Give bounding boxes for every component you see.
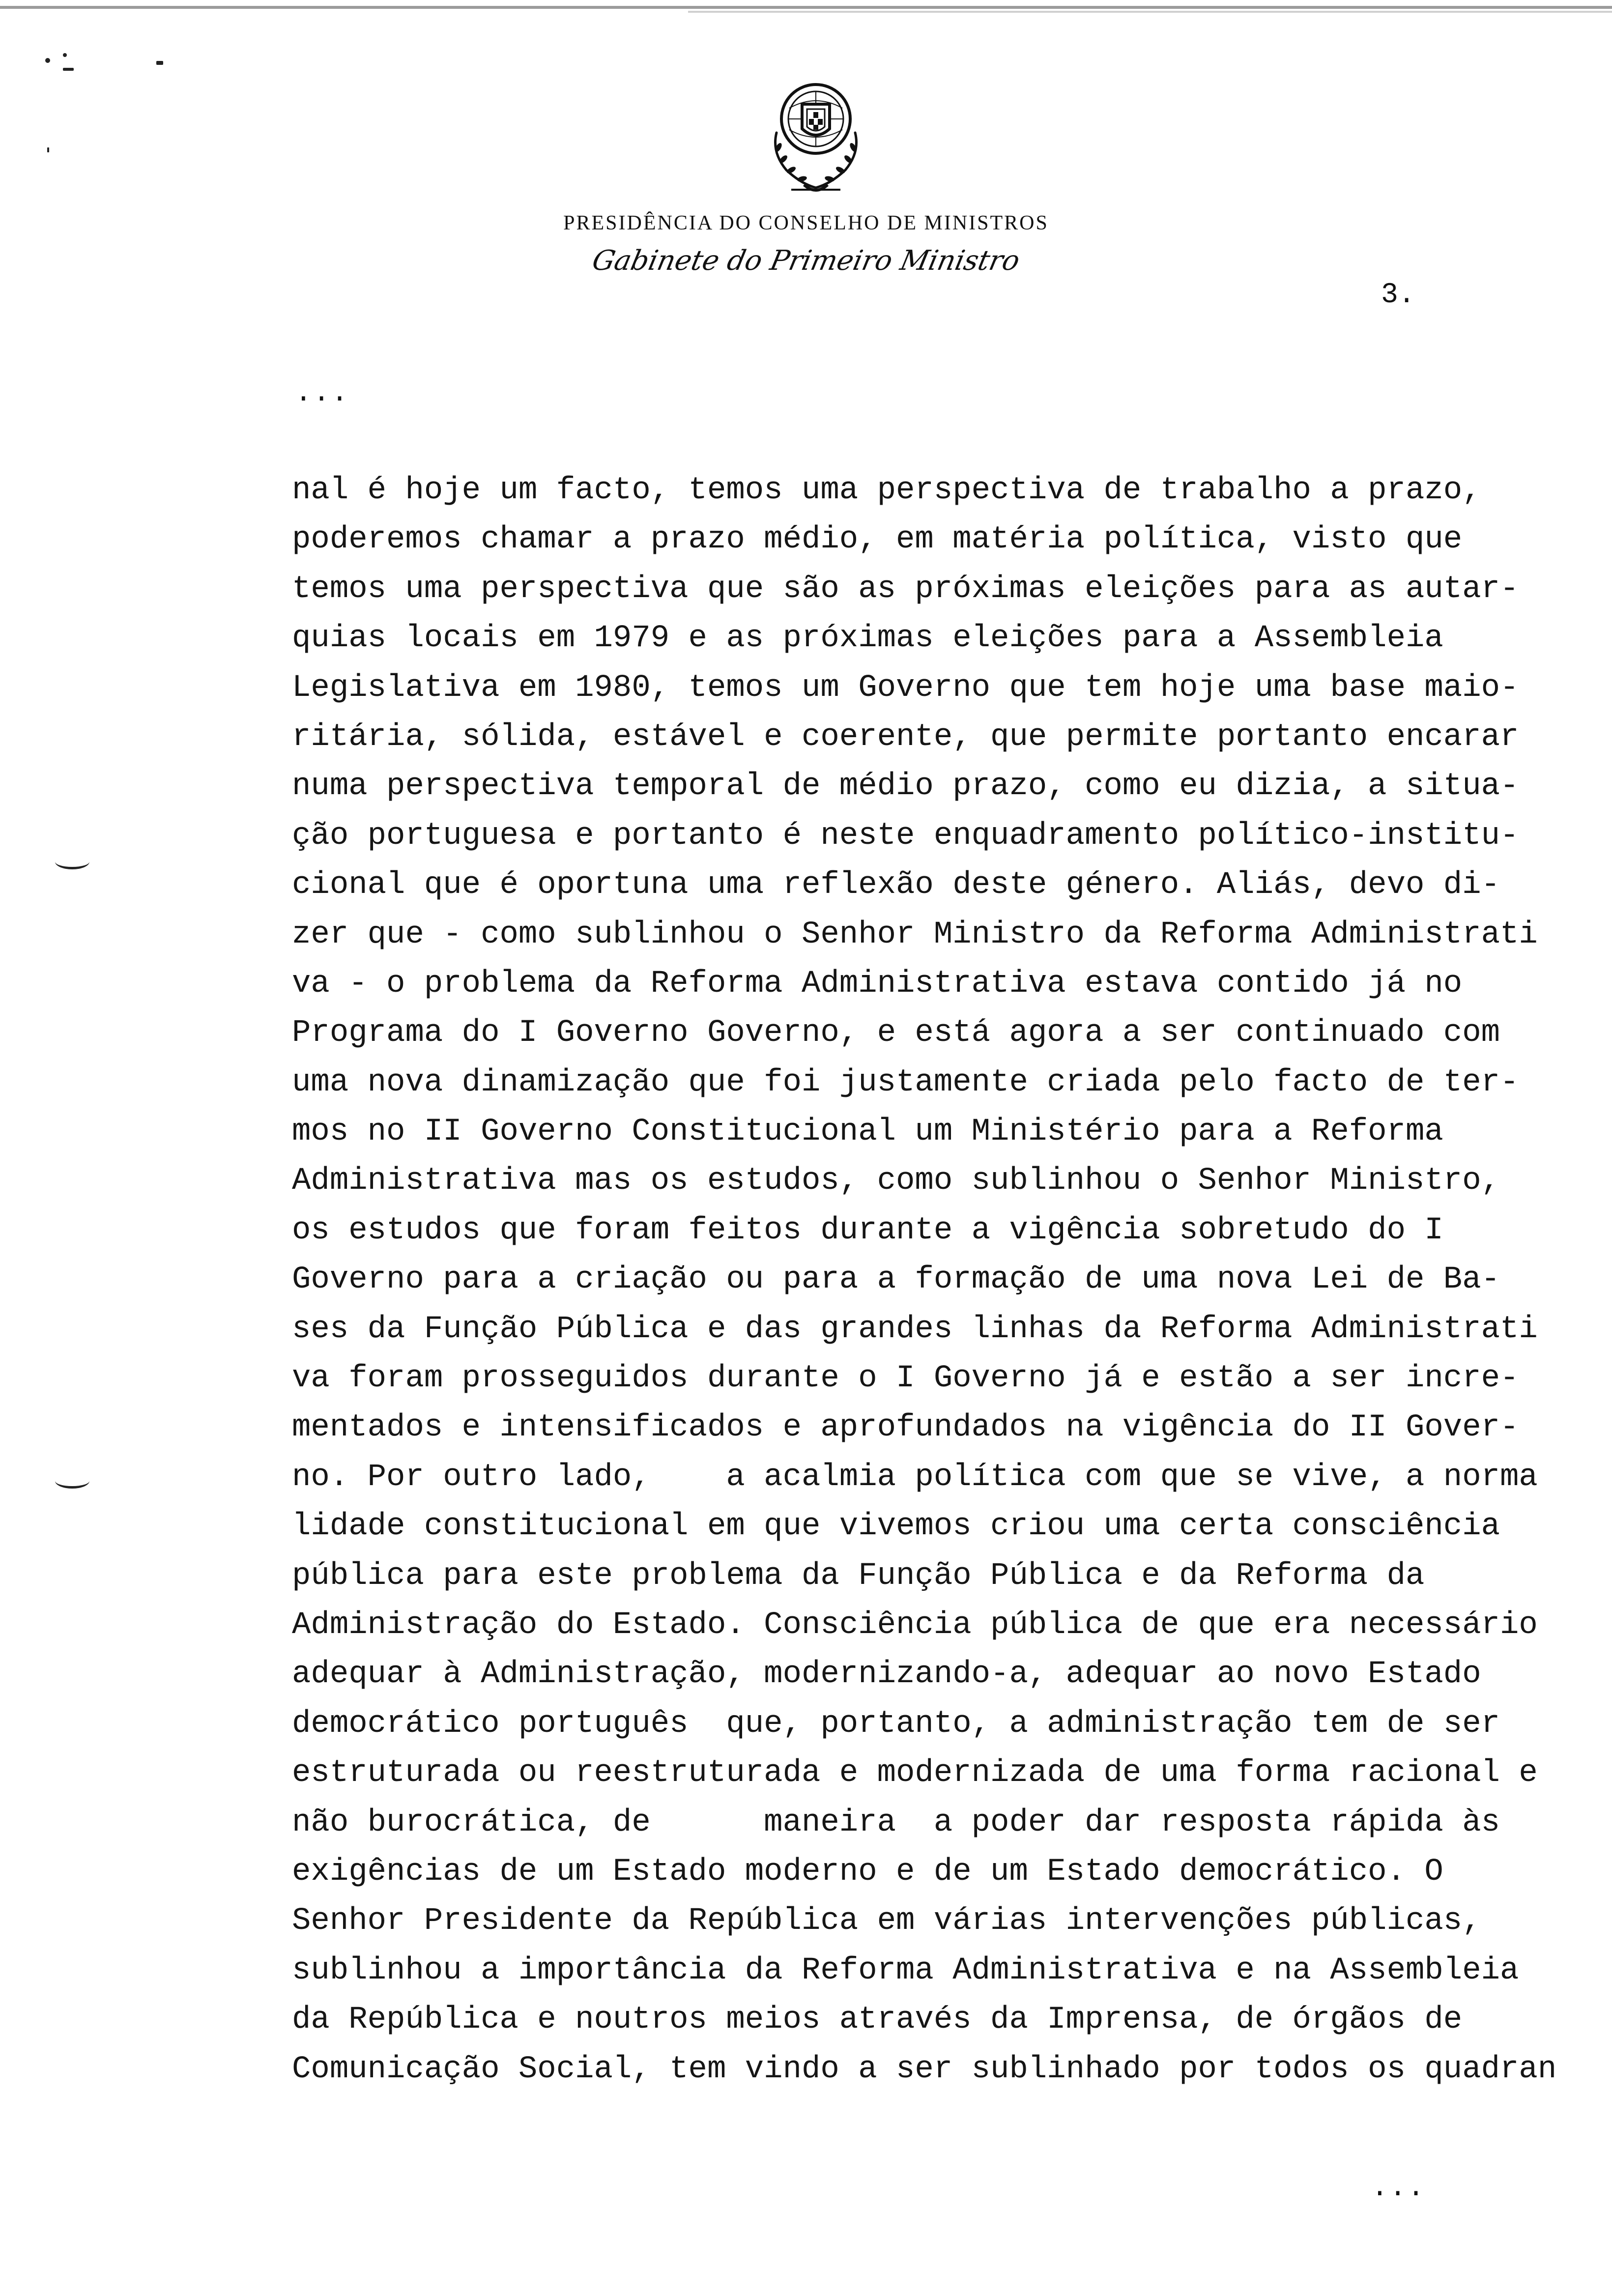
margin-mark — [55, 1473, 89, 1489]
letterhead-institution: PRESIDÊNCIA DO CONSELHO DE MINISTROS — [563, 212, 1049, 234]
continuation-marker-top: ... — [295, 377, 349, 409]
body-line: numa perspectiva temporal de médio prazo, como eu dizia, a situa- — [292, 769, 1519, 804]
body-line: no. Por outro lado, a acalmia política com que se vive, a norma — [292, 1459, 1538, 1495]
scan-speck — [156, 61, 163, 65]
body-line: ção portuguesa e portanto é neste enquadramento político-institu- — [292, 818, 1519, 854]
body-line: os estudos que foram feitos durante a vigência sobretudo do I — [292, 1212, 1443, 1248]
page-number: 3. — [1381, 279, 1415, 311]
body-line: uma nova dinamização que foi justamente criada pelo facto de ter- — [292, 1064, 1519, 1100]
body-line: sublinhou a importância da Reforma Administrativa e na Assembleia — [292, 1952, 1519, 1988]
margin-mark — [55, 854, 89, 869]
body-line: Programa do I Governo Governo, e está agora a ser continuado com — [292, 1015, 1500, 1051]
body-line: Comunicação Social, tem vindo a ser sublinhado por todos os quadran — [292, 2051, 1557, 2087]
body-line: ses da Função Pública e das grandes linhas da Reforma Administrati — [292, 1311, 1538, 1347]
body-line: exigências de um Estado moderno e de um Estado democrático. O — [292, 1854, 1443, 1890]
body-line: Administração do Estado. Consciência pública de que era necessário — [292, 1607, 1538, 1643]
body-line: va - o problema da Reforma Administrativa estava contido já no — [292, 966, 1463, 1002]
body-line: mos no II Governo Constitucional um Ministério para a Reforma — [292, 1114, 1443, 1150]
body-line: adequar à Administração, modernizando-a, adequar ao novo Estado — [292, 1657, 1481, 1693]
body-line: Senhor Presidente da República em várias intervenções públicas, — [292, 1903, 1481, 1939]
body-line: nal é hoje um facto, temos uma perspectiva de trabalho a prazo, — [292, 473, 1481, 508]
scan-speck — [63, 53, 67, 57]
letterhead-office: Gabinete do Primeiro Ministro — [589, 245, 1023, 277]
document-body — [292, 466, 1589, 2094]
body-line: zer que - como sublinhou o Senhor Ministro da Reforma Administrati — [292, 917, 1538, 952]
body-line: temos uma perspectiva que são as próximas eleições para as autar- — [292, 571, 1519, 607]
body-line: Administrativa mas os estudos, como sublinhou o Senhor Ministro, — [292, 1163, 1500, 1199]
scan-top-edge — [0, 6, 1612, 9]
continuation-marker-bottom: ... — [1371, 2172, 1426, 2204]
body-line: democrático português que, portanto, a administração tem de ser — [292, 1706, 1500, 1742]
body-line: da República e noutros meios através da Imprensa, de órgãos de — [292, 2002, 1463, 2038]
body-line: cional que é oportuna uma reflexão deste género. Aliás, devo di- — [292, 867, 1500, 903]
scan-speck — [47, 147, 49, 152]
body-line: estruturada ou reestruturada e modernizada de uma forma racional e — [292, 1755, 1538, 1791]
scan-top-edge-shadow — [688, 11, 1612, 13]
coat-of-arms-emblem — [757, 74, 875, 201]
body-line: lidade constitucional em que vivemos criou uma certa consciência — [292, 1509, 1500, 1545]
body-line: va foram prosseguidos durante o I Governo já e estão a ser incre- — [292, 1361, 1519, 1397]
scan-speck — [45, 58, 50, 63]
body-line: não burocrática, de maneira a poder dar resposta rápida às — [292, 1805, 1500, 1840]
body-line: Legislativa em 1980, temos um Governo que tem hoje uma base maio- — [292, 670, 1519, 706]
body-line: poderemos chamar a prazo médio, em matéria política, visto que — [292, 522, 1463, 558]
scan-speck — [63, 68, 74, 71]
body-line: pública para este problema da Função Pública e da Reforma da — [292, 1558, 1425, 1594]
body-line: ritária, sólida, estável e coerente, que permite portanto encarar — [292, 719, 1519, 755]
body-line: Governo para a criação ou para a formação de uma nova Lei de Ba- — [292, 1262, 1500, 1298]
body-line: mentados e intensificados e aprofundados na vigência do II Gover- — [292, 1410, 1519, 1446]
body-line: quias locais em 1979 e as próximas eleições para a Assembleia — [292, 621, 1443, 657]
